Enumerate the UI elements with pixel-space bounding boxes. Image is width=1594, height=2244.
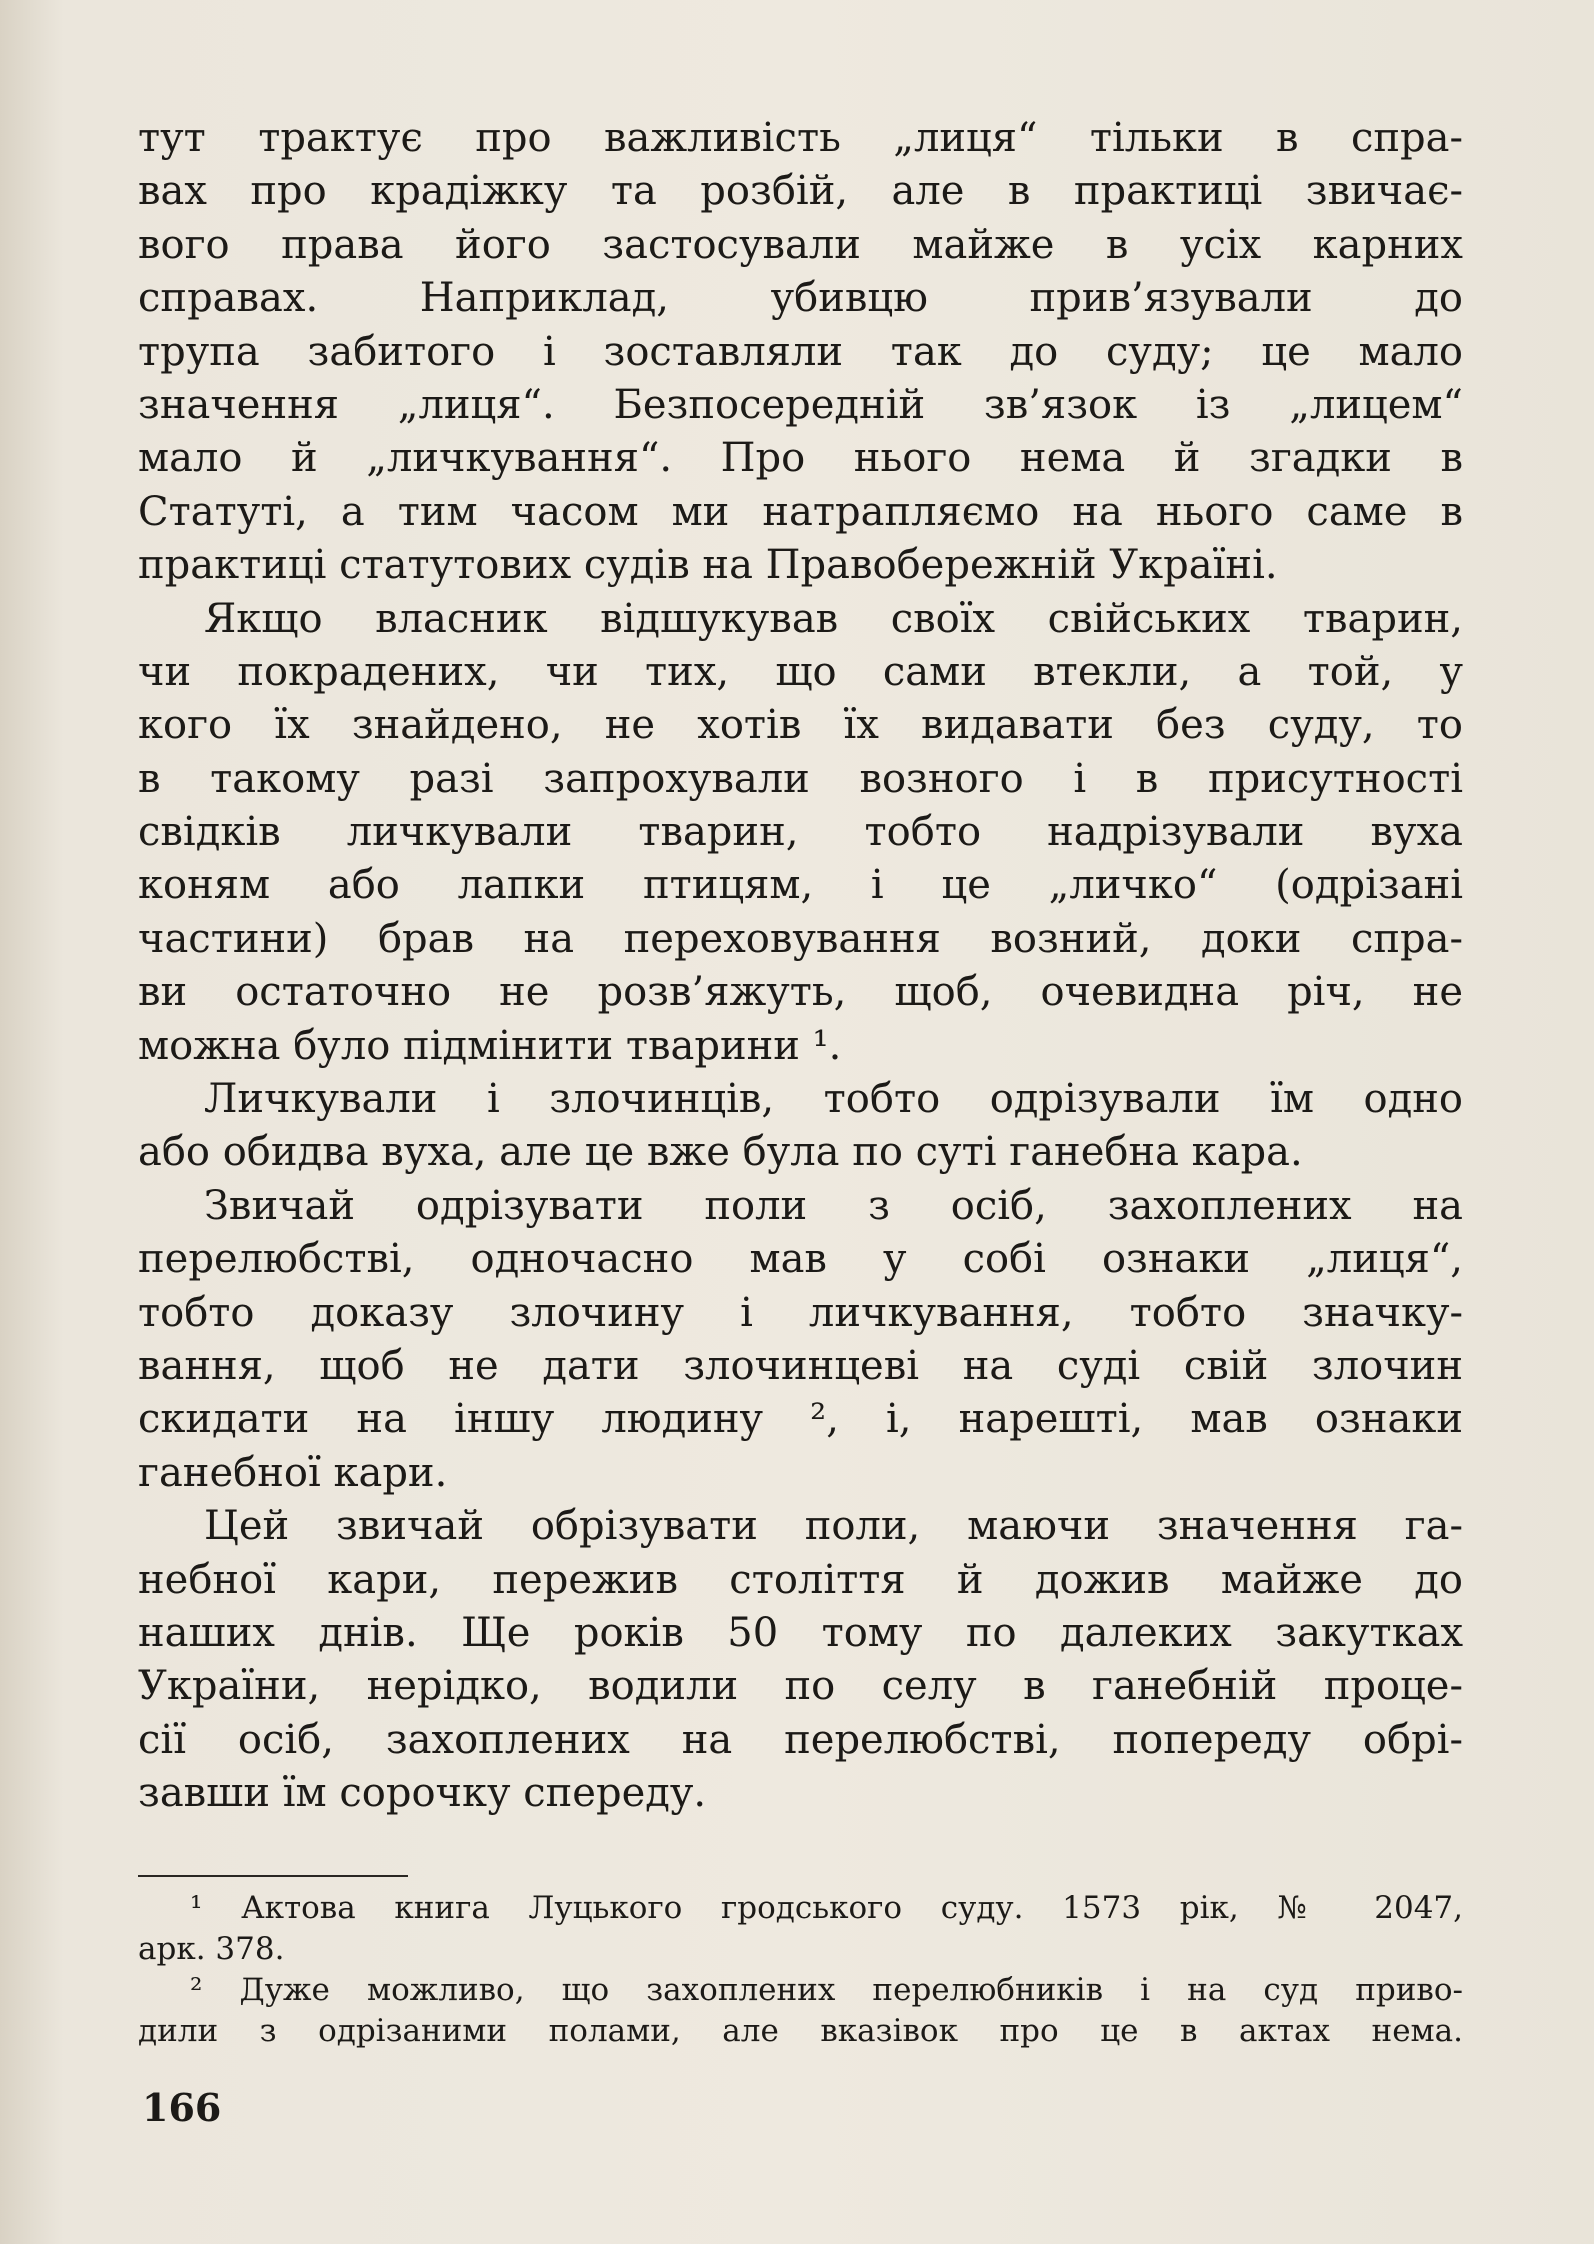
footnote-line: ¹ Актова книга Луцького гродського суду. 1573 рік, № 2047, — [190, 1890, 1463, 1926]
text-line: небної кари, пережив століття й дожив майже до — [138, 1556, 1463, 1603]
text-line: свідків личкували тварин, тобто надрізували вуха — [138, 809, 1463, 856]
footnote-divider — [138, 1875, 408, 1877]
text-line: Личкували і злочинців, тобто одрізували їм одно — [204, 1076, 1463, 1123]
text-line: частини) брав на переховування возний, доки спра- — [138, 915, 1463, 962]
page-number: 166 — [142, 2085, 222, 2130]
text-line: Звичай одрізувати поли з осіб, захоплених на — [204, 1182, 1463, 1229]
text-line: вання, щоб не дати злочинцеві на суді свій злочин — [138, 1342, 1463, 1389]
text-line: вого права його застосували майже в усіх карних — [138, 221, 1463, 268]
text-line: тобто доказу злочину і личкування, тобто значку- — [138, 1289, 1463, 1336]
text-line: перелюбстві, одночасно мав у собі ознаки „лиця“, — [138, 1236, 1463, 1283]
text-line: справах. Наприклад, убивцю прив’язували до — [138, 275, 1463, 322]
text-line: кого їх знайдено, не хотів їх видавати без суду, то — [138, 702, 1463, 749]
text-line: України, нерідко, водили по селу в ганебній проце- — [138, 1663, 1463, 1710]
text-line: Статуті, а тим часом ми натрапляємо на нього саме в — [138, 488, 1463, 535]
text-line: можна було підмінити тварини ¹. — [138, 1022, 842, 1069]
text-line: тут трактує про важливість „лиця“ тільки в спра- — [138, 115, 1463, 161]
text-line: чи покрадених, чи тих, що сами втекли, а той, у — [138, 648, 1463, 695]
text-line: вах про крадіжку та розбій, але в практиці звичає- — [138, 168, 1463, 215]
footnote-line: дили з одрізаними полами, але вказівок про це в актах нема. — [138, 2013, 1463, 2049]
text-line: завши їм сорочку спереду. — [138, 1770, 707, 1817]
text-line: скидати на іншу людину ², і, нарешті, мав ознаки — [138, 1396, 1463, 1443]
text-line: коням або лапки птицям, і це „личко“ (одрізані — [138, 862, 1463, 909]
footnote-line: арк. 378. — [138, 1931, 285, 1967]
footnote-line: ² Дуже можливо, що захоплених перелюбників і на суд приво- — [190, 1972, 1463, 2008]
text-line: трупа забитого і зоставляли так до суду; це мало — [138, 328, 1463, 375]
text-line: ви остаточно не розв’яжуть, щоб, очевидна річ, не — [138, 969, 1463, 1016]
text-line: ганебної кари. — [138, 1449, 448, 1496]
footnotes — [138, 1888, 1463, 2052]
text-line: практиці статутових судів на Правобережній Україні. — [138, 542, 1278, 589]
body-text — [138, 112, 1463, 1821]
text-line: Цей звичай обрізувати поли, маючи значення га- — [204, 1503, 1463, 1550]
text-line: Якщо власник відшукував своїх свійських тварин, — [204, 595, 1463, 642]
text-line: наших днів. Ще років 50 тому по далеких закутках — [138, 1609, 1463, 1656]
text-line: або обидва вуха, але це вже була по суті ганебна кара. — [138, 1129, 1303, 1176]
text-line: сії осіб, захоплених на перелюбстві, попереду обрі- — [138, 1716, 1463, 1763]
text-line: значення „лиця“. Безпосередній зв’язок із „лицем“ — [138, 381, 1463, 428]
text-line: в такому разі запрохували возного і в присутності — [138, 755, 1463, 802]
text-line: мало й „личкування“. Про нього нема й згадки в — [138, 435, 1463, 482]
